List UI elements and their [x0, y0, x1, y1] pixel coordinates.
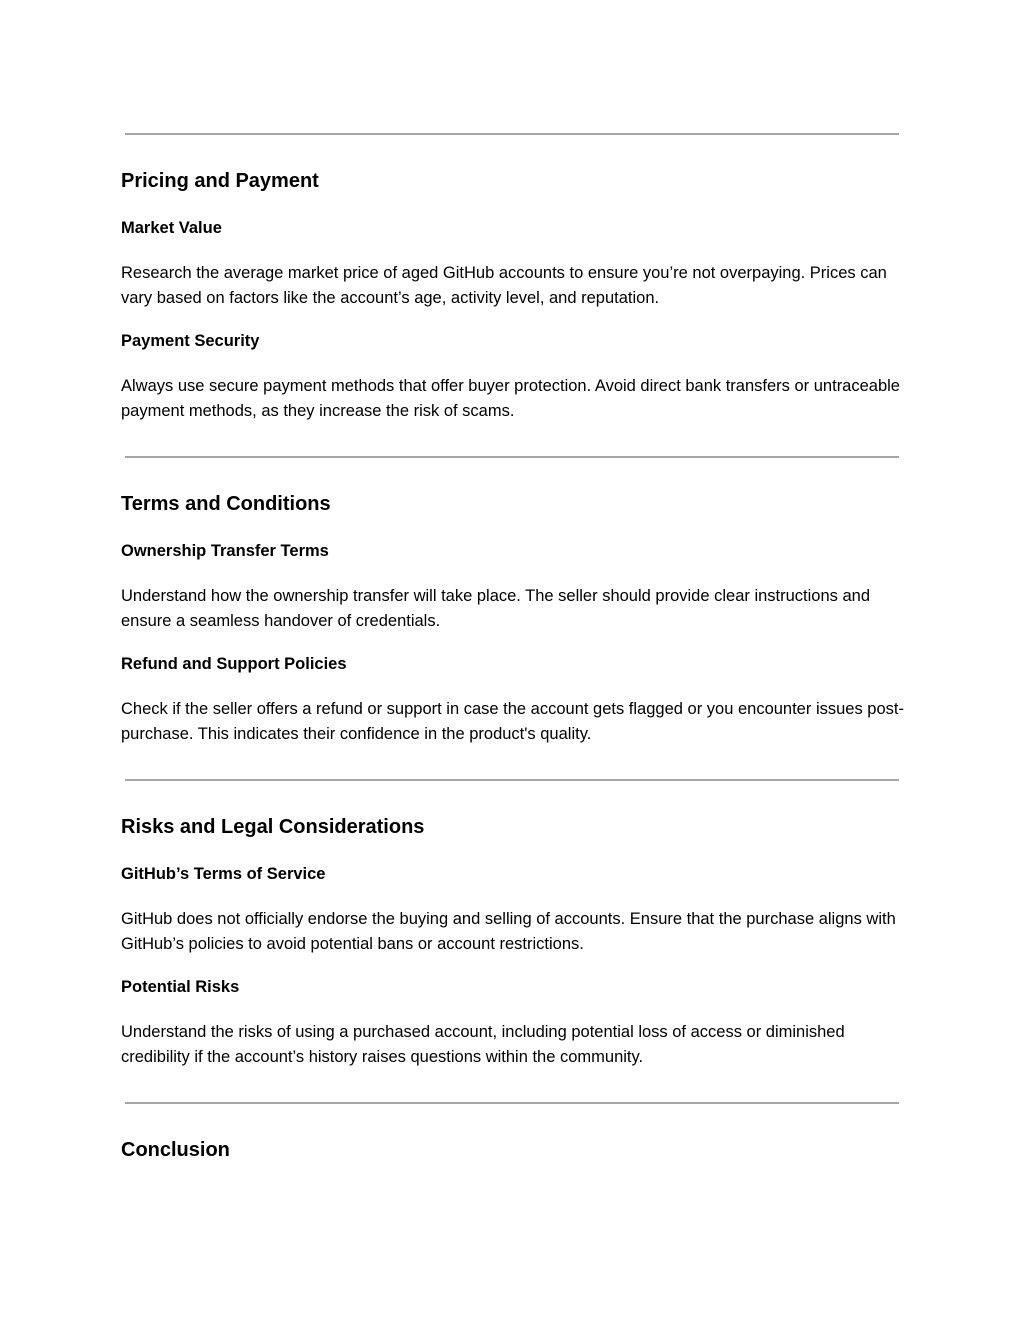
section-divider: [125, 1102, 899, 1104]
subsection-heading-market-value: Market Value: [121, 219, 222, 237]
paragraph-ownership-transfer: Understand how the ownership transfer will take place. The seller should provide clear instructions and ensure a seamless handover of credentials.: [121, 587, 871, 630]
subsection-heading-payment-security: Payment Security: [121, 332, 260, 350]
section-divider: [125, 779, 899, 781]
section-title-pricing: Pricing and Payment: [121, 170, 319, 192]
subsection-heading-refund-support: Refund and Support Policies: [121, 655, 347, 673]
paragraph-github-tos: GitHub does not officially endorse the buying and selling of accounts. Ensure that the purchase aligns with GitHub’s policies to avoid potential bans or account restrictions.: [121, 910, 896, 953]
section-divider: [125, 133, 899, 135]
section-title-risks: Risks and Legal Considerations: [121, 816, 425, 838]
subsection-heading-github-tos: GitHub’s Terms of Service: [121, 865, 326, 883]
subsection-heading-potential-risks: Potential Risks: [121, 978, 240, 996]
paragraph-market-value: Research the average market price of aged GitHub accounts to ensure you’re not overpaying. Prices can vary based on factors like the account’s age, activity level, and reputation.: [121, 264, 887, 307]
paragraph-payment-security: Always use secure payment methods that offer buyer protection. Avoid direct bank transfers or untraceable payment methods, as they increase the risk of scams.: [121, 377, 900, 420]
section-divider: [125, 456, 899, 458]
paragraph-potential-risks: Understand the risks of using a purchased account, including potential loss of access or diminished credibility if the account’s history raises questions within the community.: [121, 1023, 845, 1066]
section-title-terms: Terms and Conditions: [121, 493, 331, 515]
subsection-heading-ownership-transfer: Ownership Transfer Terms: [121, 542, 329, 560]
section-title-conclusion: Conclusion: [121, 1139, 230, 1161]
paragraph-refund-support: Check if the seller offers a refund or support in case the account gets flagged or you encounter issues post-purchase. This indicates their confidence in the product's quality.: [121, 700, 904, 743]
